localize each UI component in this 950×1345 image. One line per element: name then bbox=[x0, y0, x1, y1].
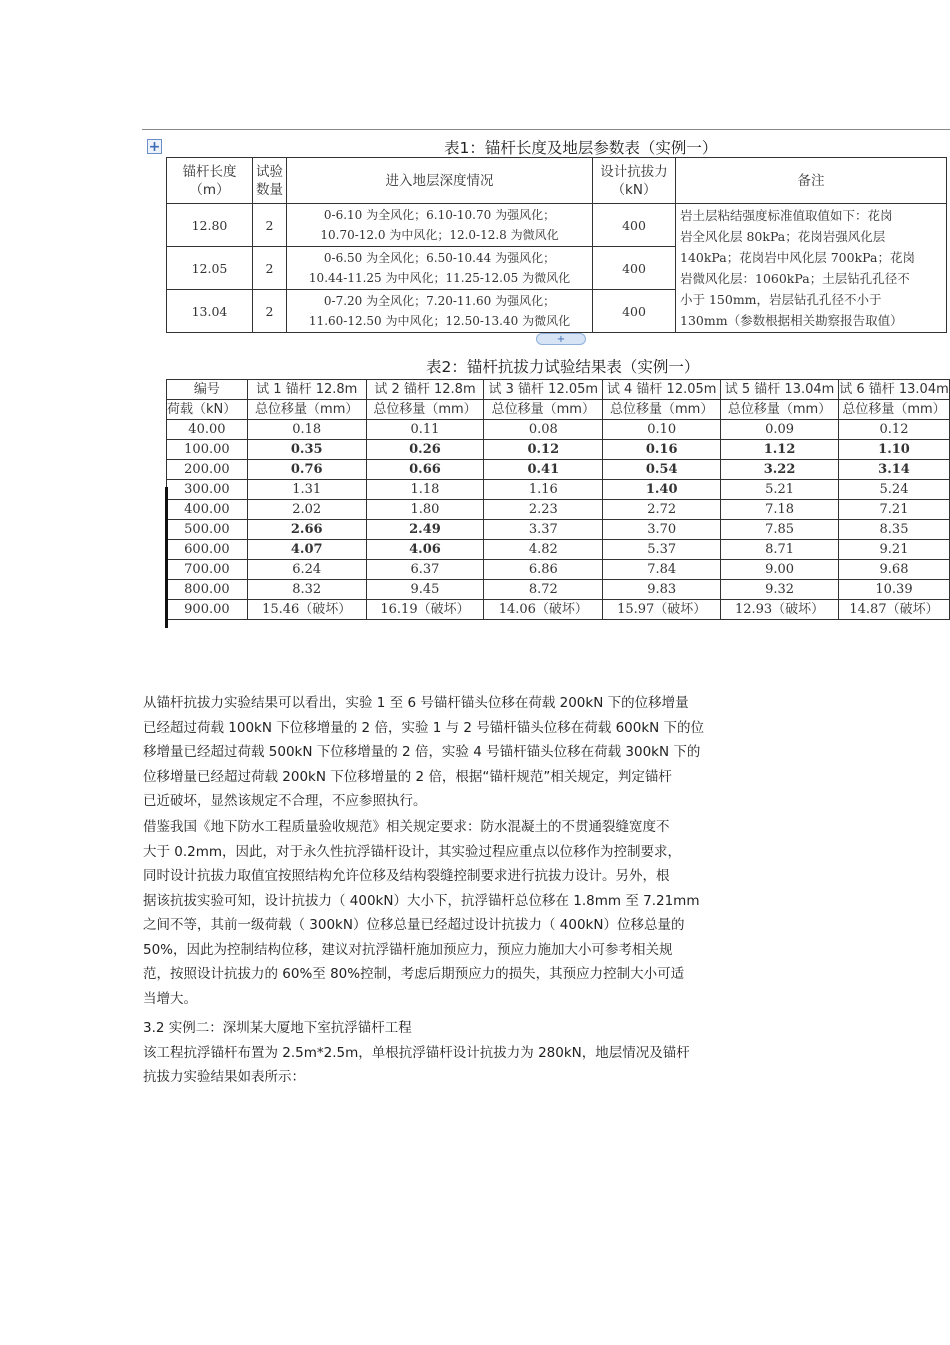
depth-line: 0-7.20 为全风化；7.20-11.60 为强风化； bbox=[323, 294, 556, 308]
displacement-cell: 1.16 bbox=[484, 480, 603, 500]
displacement-cell: 0.41 bbox=[484, 460, 603, 480]
header-cell: 编号 bbox=[167, 380, 248, 400]
table-row bbox=[167, 460, 950, 480]
remark-line: 岩微风化层：1060kPa；土层钻孔孔径不 bbox=[680, 271, 910, 286]
header-cell: 总位移量（mm） bbox=[838, 400, 949, 420]
pullout-test-results-table bbox=[166, 379, 950, 620]
load-cell: 700.00 bbox=[167, 560, 248, 580]
header-cell: 总位移量（mm） bbox=[484, 400, 603, 420]
depth-line: 10.70-12.0 为中风化；12.0-12.8 为微风化 bbox=[320, 228, 559, 242]
table2-caption: 表2：锚杆抗拔力试验结果表（实例一） bbox=[426, 358, 700, 376]
remark-line: 140kPa；花岗岩中风化层 700kPa；花岗 bbox=[680, 250, 915, 265]
table-row bbox=[167, 420, 950, 440]
depth-line: 10.44-11.25 为中风化；11.25-12.05 为微风化 bbox=[308, 271, 571, 285]
cell-qty: 2 bbox=[253, 247, 287, 290]
table-row bbox=[167, 560, 950, 580]
header-anchor-length: 锚杆长度（m） bbox=[167, 158, 253, 204]
row-insert-handle-icon[interactable]: + bbox=[536, 333, 586, 345]
table-left-border bbox=[165, 487, 168, 628]
text-line: 从锚杆抗拔力实验结果可以看出，实验 1 至 6 号锚杆锚头位移在荷载 200kN 下的位移增量 bbox=[143, 695, 689, 711]
text-line: 抗拔力实验结果如表所示： bbox=[143, 1069, 305, 1085]
table-row bbox=[167, 500, 950, 520]
text-line: 该工程抗浮锚杆布置为 2.5m*2.5m，单根抗浮锚杆设计抗拔力为 280kN，地层情况及锚杆 bbox=[143, 1044, 690, 1061]
displacement-cell: 9.00 bbox=[721, 560, 839, 580]
displacement-cell: 14.06（破坏） bbox=[484, 600, 603, 620]
displacement-cell: 5.37 bbox=[603, 540, 721, 560]
cell-force: 400 bbox=[593, 247, 676, 290]
header-cell: 试 1 锚杆 12.8m bbox=[247, 380, 366, 400]
load-cell: 300.00 bbox=[167, 480, 248, 500]
displacement-cell: 1.12 bbox=[721, 440, 839, 460]
displacement-cell: 0.10 bbox=[603, 420, 721, 440]
displacement-cell: 1.18 bbox=[366, 480, 484, 500]
displacement-cell: 9.32 bbox=[721, 580, 839, 600]
displacement-cell: 5.21 bbox=[721, 480, 839, 500]
displacement-cell: 8.32 bbox=[247, 580, 366, 600]
load-cell: 100.00 bbox=[167, 440, 248, 460]
text-line: 50%，因此为控制结构位移，建议对抗浮锚杆施加预应力，预应力施加大小可参考相关规 bbox=[143, 941, 673, 958]
depth-line: 11.60-12.50 为中风化；12.50-13.40 为微风化 bbox=[308, 314, 571, 328]
displacement-cell: 2.02 bbox=[247, 500, 366, 520]
cell-depth bbox=[287, 204, 593, 247]
load-cell: 500.00 bbox=[167, 520, 248, 540]
text-line: 已经超过荷载 100kN 下位移增量的 2 倍，实验 1 与 2 号锚杆锚头位移在荷载 600kN 下的位 bbox=[143, 719, 705, 736]
depth-line: 0-6.10 为全风化；6.10-10.70 为强风化； bbox=[323, 208, 556, 222]
header-cell: 总位移量（mm） bbox=[603, 400, 721, 420]
displacement-cell: 12.93（破坏） bbox=[721, 600, 839, 620]
displacement-cell: 2.49 bbox=[366, 520, 484, 540]
displacement-cell: 1.80 bbox=[366, 500, 484, 520]
displacement-cell: 0.11 bbox=[366, 420, 484, 440]
header-row-units bbox=[167, 400, 950, 420]
text-line: 位移增量已经超过荷载 200kN 下位移增量的 2 倍，根据“锚杆规范”相关规定，判定锚杆 bbox=[143, 768, 672, 785]
table-row bbox=[167, 540, 950, 560]
page-top-rule bbox=[142, 129, 950, 130]
header-cell: 总位移量（mm） bbox=[247, 400, 366, 420]
depth-line: 0-6.50 为全风化；6.50-10.44 为强风化； bbox=[323, 251, 556, 265]
header-cell: 总位移量（mm） bbox=[366, 400, 484, 420]
displacement-cell: 0.09 bbox=[721, 420, 839, 440]
remark-line: 岩全风化层 80kPa；花岗岩强风化层 bbox=[680, 229, 886, 244]
displacement-cell: 9.68 bbox=[838, 560, 949, 580]
displacement-cell: 8.71 bbox=[721, 540, 839, 560]
text-line: 当增大。 bbox=[143, 990, 197, 1007]
displacement-cell: 2.66 bbox=[247, 520, 366, 540]
text-line: 据该抗拔实验可知，设计抗拔力（ 400kN）大小下，抗浮锚杆总位移在 1.8mm 至 7.21mm bbox=[143, 892, 700, 909]
text-line: 同时设计抗拔力取值宜按照结构允许位移及结构裂缝控制要求进行抗拔力设计。另外，根 bbox=[143, 868, 670, 884]
displacement-cell: 6.37 bbox=[366, 560, 484, 580]
section-title: 3.2 实例二：深圳某大厦地下室抗浮锚杆工程 bbox=[143, 1020, 412, 1036]
recommendation-paragraph bbox=[143, 815, 813, 1011]
cell-force: 400 bbox=[593, 204, 676, 247]
load-cell: 40.00 bbox=[167, 420, 248, 440]
table-row bbox=[167, 480, 950, 500]
table-row bbox=[167, 580, 950, 600]
example-two-paragraph bbox=[143, 1016, 813, 1090]
header-cell: 总位移量（mm） bbox=[721, 400, 839, 420]
remark-line: 小于 150mm，岩层钻孔孔径不小于 bbox=[680, 292, 882, 307]
displacement-cell: 9.83 bbox=[603, 580, 721, 600]
text-line: 大于 0.2mm，因此，对于永久性抗浮锚杆设计，其实验过程应重点以位移作为控制要求， bbox=[143, 843, 682, 860]
cell-force: 400 bbox=[593, 290, 676, 333]
displacement-cell: 0.16 bbox=[603, 440, 721, 460]
header-remarks: 备注 bbox=[676, 158, 947, 204]
header-cell: 试 5 锚杆 13.04m bbox=[721, 380, 839, 400]
header-design-force: 设计抗拔力（kN） bbox=[593, 158, 676, 204]
header-cell: 试 6 锚杆 13.04m bbox=[838, 380, 949, 400]
table-row bbox=[167, 204, 947, 247]
header-cell: 试 4 锚杆 12.05m bbox=[603, 380, 721, 400]
displacement-cell: 3.70 bbox=[603, 520, 721, 540]
displacement-cell: 8.72 bbox=[484, 580, 603, 600]
displacement-cell: 0.54 bbox=[603, 460, 721, 480]
load-cell: 600.00 bbox=[167, 540, 248, 560]
header-row-ids bbox=[167, 380, 950, 400]
displacement-cell: 5.24 bbox=[838, 480, 949, 500]
displacement-cell: 4.82 bbox=[484, 540, 603, 560]
load-cell: 900.00 bbox=[167, 600, 248, 620]
displacement-cell: 9.45 bbox=[366, 580, 484, 600]
load-cell: 400.00 bbox=[167, 500, 248, 520]
displacement-cell: 0.35 bbox=[247, 440, 366, 460]
displacement-cell: 15.97（破坏） bbox=[603, 600, 721, 620]
displacement-cell: 0.12 bbox=[838, 420, 949, 440]
text-line: 移增量已经超过荷载 500kN 下位移增量的 2 倍，实验 4 号锚杆锚头位移在荷载 300kN 下的 bbox=[143, 744, 701, 760]
table-row bbox=[167, 440, 950, 460]
displacement-cell: 7.21 bbox=[838, 500, 949, 520]
cell-length: 12.80 bbox=[167, 204, 253, 247]
table-row bbox=[167, 520, 950, 540]
displacement-cell: 10.39 bbox=[838, 580, 949, 600]
displacement-cell: 8.35 bbox=[838, 520, 949, 540]
displacement-cell: 2.23 bbox=[484, 500, 603, 520]
text-line: 范，按照设计抗拔力的 60%至 80%控制，考虑后期预应力的损失，其预应力控制大小可适 bbox=[143, 966, 685, 982]
displacement-cell: 6.86 bbox=[484, 560, 603, 580]
table-move-handle-icon[interactable]: + bbox=[148, 139, 161, 155]
analysis-paragraph bbox=[143, 691, 813, 814]
displacement-cell: 0.18 bbox=[247, 420, 366, 440]
anchor-parameter-table bbox=[166, 157, 947, 333]
displacement-cell: 14.87（破坏） bbox=[838, 600, 949, 620]
table1-caption: 表1：锚杆长度及地层参数表（实例一） bbox=[444, 139, 718, 157]
displacement-cell: 9.21 bbox=[838, 540, 949, 560]
displacement-cell: 3.14 bbox=[838, 460, 949, 480]
displacement-cell: 2.72 bbox=[603, 500, 721, 520]
cell-remarks bbox=[676, 204, 947, 333]
displacement-cell: 3.37 bbox=[484, 520, 603, 540]
cell-qty: 2 bbox=[253, 204, 287, 247]
displacement-cell: 16.19（破坏） bbox=[366, 600, 484, 620]
cell-length: 13.04 bbox=[167, 290, 253, 333]
header-cell: 试 3 锚杆 12.05m bbox=[484, 380, 603, 400]
displacement-cell: 1.31 bbox=[247, 480, 366, 500]
remark-line: 130mm（参数根据相关勘察报告取值） bbox=[680, 313, 903, 328]
table-row bbox=[167, 600, 950, 620]
cell-depth bbox=[287, 290, 593, 333]
cell-depth bbox=[287, 247, 593, 290]
displacement-cell: 1.10 bbox=[838, 440, 949, 460]
displacement-cell: 0.08 bbox=[484, 420, 603, 440]
displacement-cell: 6.24 bbox=[247, 560, 366, 580]
header-stratum-depth: 进入地层深度情况 bbox=[287, 158, 593, 204]
displacement-cell: 7.84 bbox=[603, 560, 721, 580]
displacement-cell: 4.06 bbox=[366, 540, 484, 560]
text-line: 之间不等，其前一级荷载（ 300kN）位移总量已经超过设计抗拔力（ 400kN）位移总量的 bbox=[143, 917, 685, 933]
load-cell: 800.00 bbox=[167, 580, 248, 600]
displacement-cell: 4.07 bbox=[247, 540, 366, 560]
displacement-cell: 0.66 bbox=[366, 460, 484, 480]
header-cell: 荷载（kN） bbox=[167, 400, 248, 420]
text-line: 借鉴我国《地下防水工程质量验收规范》相关规定要求：防水混凝土的不贯通裂缝宽度不 bbox=[143, 819, 670, 835]
displacement-cell: 0.12 bbox=[484, 440, 603, 460]
cell-length: 12.05 bbox=[167, 247, 253, 290]
displacement-cell: 3.22 bbox=[721, 460, 839, 480]
displacement-cell: 7.18 bbox=[721, 500, 839, 520]
displacement-cell: 15.46（破坏） bbox=[247, 600, 366, 620]
displacement-cell: 0.76 bbox=[247, 460, 366, 480]
displacement-cell: 1.40 bbox=[603, 480, 721, 500]
remark-line: 岩土层粘结强度标准值取值如下：花岗 bbox=[680, 208, 893, 223]
header-cell: 试 2 锚杆 12.8m bbox=[366, 380, 484, 400]
displacement-cell: 7.85 bbox=[721, 520, 839, 540]
text-line: 已近破坏，显然该规定不合理，不应参照执行。 bbox=[143, 793, 427, 809]
header-test-count: 试验数量 bbox=[253, 158, 287, 204]
displacement-cell: 0.26 bbox=[366, 440, 484, 460]
cell-qty: 2 bbox=[253, 290, 287, 333]
load-cell: 200.00 bbox=[167, 460, 248, 480]
